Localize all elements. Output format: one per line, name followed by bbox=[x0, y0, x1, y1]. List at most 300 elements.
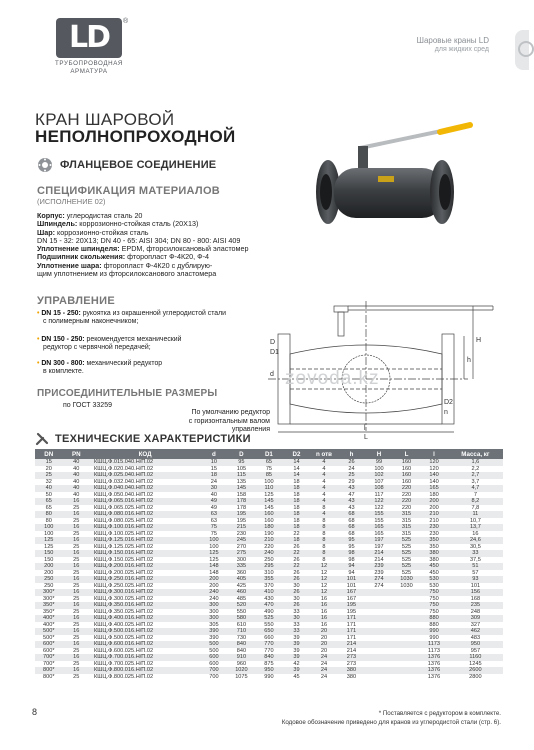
table-cell: 40 bbox=[73, 465, 80, 472]
tech-specs-heading: ТЕХНИЧЕСКИЕ ХАРАКТЕРИСТИКИ bbox=[55, 433, 251, 445]
table-cell: 25 bbox=[73, 569, 80, 576]
table-cell: 400* bbox=[43, 621, 55, 628]
dim-label-D: D bbox=[270, 339, 276, 346]
table-cell: 197 bbox=[365, 537, 393, 544]
table-cell: 240 bbox=[200, 589, 228, 596]
table-cell: 160 bbox=[401, 465, 412, 472]
table-cell: 16 bbox=[320, 621, 328, 628]
table-cell: КШЦ.Ф.400.016.Н/П.02 bbox=[90, 615, 200, 622]
table-cell: 16 bbox=[63, 563, 91, 570]
table-cell: 360 bbox=[236, 569, 247, 576]
table-cell: 600 bbox=[209, 660, 219, 667]
table-cell: 550 bbox=[264, 621, 274, 628]
table-cell: 380 bbox=[338, 667, 366, 674]
table-cell: КШЦ.Ф.700.025.Н/П.02 bbox=[94, 660, 154, 667]
col-header: DN bbox=[35, 449, 63, 459]
table-cell: 355 bbox=[255, 576, 283, 583]
table-row bbox=[35, 485, 503, 492]
table-cell: 25 bbox=[73, 517, 80, 524]
table-cell: 40 bbox=[73, 478, 80, 485]
table-cell: 525 bbox=[255, 615, 283, 622]
table-cell: 840 bbox=[236, 647, 247, 654]
table-cell: 16 bbox=[63, 667, 91, 674]
table-cell: 1030 bbox=[393, 576, 421, 583]
table-cell: 125 bbox=[209, 556, 219, 563]
table-cell: 460 bbox=[228, 589, 256, 596]
table-cell: 4 bbox=[322, 465, 326, 472]
table-cell: 120 bbox=[420, 459, 448, 466]
table-cell: 305 bbox=[209, 621, 219, 628]
table-cell: КШЦ.Ф.500.016.Н/П.02 bbox=[90, 628, 200, 635]
table-cell: 16 bbox=[320, 595, 328, 602]
table-cell: 155 bbox=[374, 517, 384, 524]
table-cell: 327 bbox=[470, 621, 481, 628]
table-cell: 125 bbox=[35, 537, 63, 544]
table-cell: 3,7 bbox=[471, 478, 480, 485]
table-cell: 957 bbox=[470, 647, 481, 654]
table-cell: 180 bbox=[429, 491, 439, 498]
table-cell: 960 bbox=[236, 660, 247, 667]
table-cell: 600* bbox=[35, 641, 63, 648]
table-cell: 16 bbox=[63, 654, 91, 661]
table-cell: КШЦ.Ф.040.040.Н/П.02 bbox=[90, 485, 200, 492]
table-cell: 700* bbox=[43, 660, 55, 667]
table-cell: 210 bbox=[255, 537, 283, 544]
table-cell: 2800 bbox=[469, 673, 482, 680]
table-cell: 85 bbox=[255, 472, 283, 479]
table-cell: 450 bbox=[420, 563, 448, 570]
table-cell: 214 bbox=[338, 641, 366, 648]
table-row bbox=[35, 537, 503, 544]
table-cell: 20 bbox=[320, 647, 328, 654]
table-cell: 800* bbox=[35, 667, 63, 674]
table-cell: 300* bbox=[43, 595, 55, 602]
table-cell: 315 bbox=[393, 524, 421, 531]
table-cell: КШЦ.Ф.500.025.Н/П.02 bbox=[94, 634, 154, 641]
table-cell: 68 bbox=[338, 524, 366, 531]
table-cell: 98 bbox=[338, 550, 366, 557]
materials-item: Корпус: углеродистая сталь 20 bbox=[37, 211, 143, 220]
table-cell: 4 bbox=[310, 472, 338, 479]
table-cell: 25 bbox=[73, 608, 80, 615]
table-cell: 40 bbox=[63, 459, 91, 466]
table-row bbox=[35, 674, 503, 681]
table-cell: 18 bbox=[283, 537, 311, 544]
col-header: D1 bbox=[255, 449, 283, 459]
materials-list bbox=[37, 212, 297, 278]
table-cell: 710 bbox=[228, 628, 256, 635]
table-cell: 250 bbox=[44, 582, 54, 589]
table-cell: 115 bbox=[228, 472, 256, 479]
table-cell: 50 bbox=[45, 491, 52, 498]
table-cell: 8,2 bbox=[448, 498, 503, 505]
table-cell: 950 bbox=[255, 667, 283, 674]
table-cell: КШЦ.Ф.350.016.Н/П.02 bbox=[90, 602, 200, 609]
table-cell: 14 bbox=[283, 459, 311, 466]
table-cell: КШЦ.Ф.065.025.Н/П.02 bbox=[94, 504, 154, 511]
table-cell: 4 bbox=[310, 485, 338, 492]
table-cell: 160 bbox=[393, 459, 421, 466]
table-cell: 400* bbox=[35, 615, 63, 622]
table-cell: 490 bbox=[264, 608, 274, 615]
table-cell: 600* bbox=[43, 647, 55, 654]
table-cell: 99 bbox=[365, 459, 393, 466]
table-cell: 12 bbox=[310, 589, 338, 596]
table-cell: 8 bbox=[310, 550, 338, 557]
table-cell: 30 bbox=[200, 485, 228, 492]
table-row bbox=[35, 550, 503, 557]
table-cell: 190 bbox=[264, 530, 274, 537]
table-cell: 95 bbox=[228, 459, 256, 466]
table-cell: 49 bbox=[210, 504, 218, 511]
table-header-row bbox=[35, 449, 503, 459]
table-cell: 63 bbox=[210, 517, 218, 524]
table-cell: 315 bbox=[393, 511, 421, 518]
table-cell: 910 bbox=[228, 654, 256, 661]
table-cell: 39 bbox=[283, 641, 311, 648]
table-cell: 39 bbox=[283, 654, 311, 661]
table-cell: 16 bbox=[63, 641, 91, 648]
dim-label-n: n bbox=[444, 409, 448, 416]
table-cell: КШЦ.Ф.032.040.Н/П.02 bbox=[94, 478, 154, 485]
table-cell: 200 bbox=[209, 582, 219, 589]
table-cell: 12 bbox=[320, 582, 328, 589]
table-cell: 57 bbox=[472, 569, 479, 576]
table-cell: 65 bbox=[255, 459, 283, 466]
table-cell: 4 bbox=[322, 478, 326, 485]
wrench-icon bbox=[35, 432, 49, 446]
table-cell: 800* bbox=[43, 673, 55, 680]
table-cell: 7,8 bbox=[471, 504, 480, 511]
materials-item: Уплотнение шпинделя: EPDM, фторсилоксановый эластомер bbox=[37, 244, 249, 254]
table-cell: 68 bbox=[348, 530, 355, 537]
table-cell: 350* bbox=[35, 602, 63, 609]
page-title-line1: КРАН ШАРОВОЙ bbox=[35, 110, 175, 129]
table-cell: 45 bbox=[293, 673, 300, 680]
table-cell: 610 bbox=[236, 621, 247, 628]
table-cell: 250 bbox=[264, 556, 274, 563]
col-header: h bbox=[338, 449, 366, 459]
table-cell: КШЦ.Ф.015.040.Н/П.02 bbox=[90, 459, 200, 466]
table-cell: КШЦ.Ф.350.025.Н/П.02 bbox=[94, 608, 154, 615]
table-cell: 105 bbox=[236, 465, 247, 472]
table-cell: 770 bbox=[255, 641, 283, 648]
table-cell: 730 bbox=[236, 634, 247, 641]
table-cell: 150 bbox=[35, 550, 63, 557]
table-cell: 24 bbox=[320, 660, 328, 667]
materials-item: Шпиндель: коррозионно-стойкая сталь (20Х13) bbox=[37, 219, 199, 229]
table-cell: 39 bbox=[283, 667, 311, 674]
table-cell: 94 bbox=[348, 569, 355, 576]
table-cell: 250 bbox=[35, 576, 63, 583]
table-cell: 380 bbox=[346, 673, 357, 680]
table-cell: КШЦ.Ф.300.025.Н/П.02 bbox=[94, 595, 154, 602]
table-cell: 25 bbox=[73, 543, 80, 550]
table-cell: 220 bbox=[393, 485, 421, 492]
dim-label-H: H bbox=[476, 337, 482, 344]
table-cell: 16 bbox=[310, 615, 338, 622]
table-cell: 525 bbox=[401, 556, 412, 563]
table-cell: 235 bbox=[448, 602, 503, 609]
table-cell: 300 bbox=[236, 556, 247, 563]
col-header: L bbox=[393, 449, 421, 459]
table-cell: 240 bbox=[209, 595, 219, 602]
flange-connection-icon bbox=[37, 157, 53, 173]
table-cell: КШЦ.Ф.250.025.Н/П.02 bbox=[94, 582, 154, 589]
table-cell: 68 bbox=[338, 511, 366, 518]
table-cell: 24 bbox=[210, 478, 218, 485]
table-cell: 950 bbox=[448, 641, 503, 648]
table-cell: 214 bbox=[374, 556, 384, 563]
table-cell: 1376 bbox=[427, 673, 441, 680]
table-cell: 390 bbox=[209, 634, 219, 641]
table-cell: 370 bbox=[264, 582, 274, 589]
table-cell: КШЦ.Ф.600.016.Н/П.02 bbox=[90, 641, 200, 648]
valve-photo bbox=[290, 110, 500, 230]
table-cell: 990 bbox=[420, 628, 448, 635]
table-cell: 1075 bbox=[235, 673, 248, 680]
table-cell: 335 bbox=[228, 563, 256, 570]
table-cell: 100 bbox=[374, 465, 384, 472]
table-cell: КШЦ.Ф.100.025.Н/П.02 bbox=[94, 530, 154, 537]
table-cell: 26 bbox=[293, 543, 300, 550]
table-cell: 214 bbox=[346, 647, 357, 654]
table-cell: КШЦ.Ф.025.040.Н/П.02 bbox=[90, 472, 200, 479]
col-header: D bbox=[228, 449, 256, 459]
table-cell: 101 bbox=[346, 582, 357, 589]
table-cell: 500* bbox=[43, 634, 55, 641]
table-cell: 273 bbox=[338, 654, 366, 661]
table-cell: 47 bbox=[348, 491, 355, 498]
table-cell: 485 bbox=[236, 595, 247, 602]
table-cell: 15 bbox=[35, 459, 63, 466]
table-cell: 580 bbox=[228, 615, 256, 622]
side-tab-icon bbox=[515, 30, 529, 70]
table-cell bbox=[393, 674, 421, 681]
table-cell: 8 bbox=[322, 530, 326, 537]
table-cell: 16 bbox=[320, 608, 328, 615]
table-cell: 4 bbox=[310, 498, 338, 505]
table-cell: 22 bbox=[283, 563, 311, 570]
table-cell: 65 bbox=[35, 498, 63, 505]
table-cell: 25 bbox=[73, 556, 80, 563]
table-cell: 16 bbox=[63, 602, 91, 609]
table-cell: 200 bbox=[420, 498, 448, 505]
table-cell: 300 bbox=[209, 608, 219, 615]
table-cell: 274 bbox=[365, 576, 393, 583]
table-cell: 200 bbox=[44, 569, 54, 576]
table-cell: 30 bbox=[283, 615, 311, 622]
table-cell: 430 bbox=[264, 595, 274, 602]
table-cell: 8 bbox=[322, 543, 326, 550]
table-row bbox=[35, 589, 503, 596]
table-cell: 156 bbox=[448, 589, 503, 596]
table-cell: 32 bbox=[45, 478, 52, 485]
connection-type-label: ФЛАНЦЕВОЕ СОЕДИНЕНИЕ bbox=[60, 159, 217, 171]
table-cell: 310 bbox=[264, 569, 274, 576]
table-cell: 525 bbox=[393, 537, 421, 544]
table-row bbox=[35, 563, 503, 570]
table-cell: 125 bbox=[200, 550, 228, 557]
table-cell: 239 bbox=[365, 563, 393, 570]
table-cell: 117 bbox=[374, 491, 384, 498]
table-cell: 650 bbox=[255, 628, 283, 635]
table-cell: 7 bbox=[473, 491, 477, 498]
table-cell: 700 bbox=[209, 673, 219, 680]
table-cell: 10 bbox=[200, 459, 228, 466]
table-cell: 500 bbox=[209, 647, 219, 654]
table-cell: 26 bbox=[293, 556, 300, 563]
table-cell: 11 bbox=[448, 511, 503, 518]
table-row bbox=[35, 628, 503, 635]
table-cell: 26 bbox=[283, 576, 311, 583]
table-cell: КШЦ.Ф.125.016.Н/П.02 bbox=[90, 537, 200, 544]
table-cell: 80 bbox=[35, 511, 63, 518]
table-cell: 122 bbox=[374, 504, 384, 511]
table-cell: 274 bbox=[374, 582, 384, 589]
table-row bbox=[35, 498, 503, 505]
table-cell: 171 bbox=[338, 628, 366, 635]
table-cell: 8 bbox=[322, 556, 326, 563]
control-item: • DN 15 - 250: рукоятка из окрашенной углеродистой стали с полимерным наконечником; bbox=[37, 310, 227, 326]
table-cell: 22 bbox=[283, 550, 311, 557]
logo-subtitle bbox=[52, 60, 126, 76]
control-item: • DN 300 - 800: механический редуктор в комплекте. bbox=[37, 360, 163, 376]
table-cell: 840 bbox=[228, 641, 256, 648]
table-cell: 165 bbox=[420, 485, 448, 492]
page-number: 8 bbox=[32, 707, 38, 717]
table-cell: 700 bbox=[200, 667, 228, 674]
table-cell: 160 bbox=[255, 511, 283, 518]
table-cell: 13,7 bbox=[448, 524, 503, 531]
table-cell: 100 bbox=[209, 543, 219, 550]
table-cell: 43 bbox=[338, 485, 366, 492]
table-row bbox=[35, 511, 503, 518]
table-cell: 25 bbox=[73, 530, 80, 537]
table-cell: 51 bbox=[448, 563, 503, 570]
table-cell: 273 bbox=[346, 660, 357, 667]
table-cell: 100 bbox=[200, 537, 228, 544]
table-cell: 1030 bbox=[400, 582, 413, 589]
table-cell: 220 bbox=[393, 498, 421, 505]
table-cell: 15 bbox=[210, 465, 218, 472]
table-cell: 520 bbox=[228, 602, 256, 609]
footnote-code: Кодовое обозначение приведено для кранов из углеродистой стали (стр. 6). bbox=[281, 719, 501, 726]
table-cell: 220 bbox=[401, 504, 412, 511]
table-row bbox=[35, 654, 503, 661]
col-header: H bbox=[365, 449, 393, 459]
table-cell: 525 bbox=[401, 569, 412, 576]
table-cell: 8 bbox=[322, 517, 326, 524]
table-cell: 525 bbox=[393, 563, 421, 570]
table-cell: 140 bbox=[429, 478, 439, 485]
table-cell: 4 bbox=[310, 459, 338, 466]
col-header: n отв bbox=[310, 449, 338, 459]
table-cell: 155 bbox=[365, 511, 393, 518]
materials-item: Уплотнение шара: фторопласт Ф-4К20 с дублирую- bbox=[37, 260, 213, 270]
header-section-subtitle: для жидких сред bbox=[434, 46, 489, 53]
table-cell bbox=[365, 674, 393, 681]
table-cell: 1245 bbox=[469, 660, 482, 667]
table-cell: 875 bbox=[264, 660, 274, 667]
table-cell: 220 bbox=[401, 491, 412, 498]
table-cell: 165 bbox=[365, 524, 393, 531]
table-cell: 94 bbox=[338, 563, 366, 570]
table-cell: 410 bbox=[255, 589, 283, 596]
table-cell: 210 bbox=[420, 511, 448, 518]
table-cell: 390 bbox=[200, 628, 228, 635]
col-header: PN bbox=[63, 449, 91, 459]
table-cell: 16 bbox=[310, 602, 338, 609]
table-cell: 110 bbox=[255, 485, 283, 492]
table-cell: 20 bbox=[310, 641, 338, 648]
table-cell: 145 bbox=[264, 504, 274, 511]
table-cell: 16 bbox=[63, 511, 91, 518]
table-cell: 148 bbox=[200, 563, 228, 570]
table-cell: 380 bbox=[429, 556, 439, 563]
control-heading: УПРАВЛЕНИЕ bbox=[37, 295, 115, 307]
table-cell: КШЦ.Ф.150.025.Н/П.02 bbox=[94, 556, 154, 563]
table-cell: 750 bbox=[429, 595, 439, 602]
table-cell: 197 bbox=[374, 543, 384, 550]
col-header: D2 bbox=[283, 449, 311, 459]
logo-registered-mark: ® bbox=[123, 18, 129, 25]
table-cell: 24 bbox=[348, 465, 355, 472]
table-cell: КШЦ.Ф.300.016.Н/П.02 bbox=[90, 589, 200, 596]
table-cell: 68 bbox=[348, 517, 355, 524]
table-cell: 39 bbox=[293, 647, 300, 654]
col-header: d bbox=[200, 449, 228, 459]
table-cell: 24 bbox=[320, 673, 328, 680]
table-cell: 30,5 bbox=[469, 543, 481, 550]
table-cell: 1020 bbox=[228, 667, 256, 674]
table-cell: 12 bbox=[310, 563, 338, 570]
table-cell: 350 bbox=[429, 543, 439, 550]
table-cell: 20 bbox=[310, 628, 338, 635]
materials-item: щим уплотнением из фторсилоксанового эластомера bbox=[37, 269, 217, 279]
table-cell: 24,6 bbox=[448, 537, 503, 544]
table-cell: КШЦ.Ф.080.025.Н/П.02 bbox=[94, 517, 154, 524]
table-cell: 14 bbox=[283, 472, 311, 479]
table-cell: 195 bbox=[338, 602, 366, 609]
table-cell: 195 bbox=[346, 608, 357, 615]
dim-label-h: h bbox=[467, 357, 471, 364]
table-cell: 148 bbox=[209, 569, 219, 576]
table-cell: 150 bbox=[44, 556, 54, 563]
table-cell: 160 bbox=[264, 517, 274, 524]
table-cell: 100 bbox=[264, 478, 274, 485]
table-cell: 750 bbox=[429, 608, 439, 615]
tech-specs-body bbox=[35, 459, 503, 680]
table-cell: 33 bbox=[448, 550, 503, 557]
table-row bbox=[35, 667, 503, 674]
table-cell: 39 bbox=[293, 634, 300, 641]
table-cell: 120 bbox=[429, 465, 439, 472]
table-cell: 500* bbox=[35, 628, 63, 635]
table-cell: 500 bbox=[200, 641, 228, 648]
table-cell: 10,7 bbox=[469, 517, 481, 524]
table-cell: КШЦ.Ф.400.025.Н/П.02 bbox=[94, 621, 154, 628]
table-cell: 37,5 bbox=[469, 556, 481, 563]
table-cell: 40 bbox=[35, 485, 63, 492]
table-cell: 16 bbox=[63, 615, 91, 622]
table-row bbox=[35, 459, 503, 466]
table-cell: КШЦ.Ф.065.016.Н/П.02 bbox=[90, 498, 200, 505]
table-cell: 93 bbox=[448, 576, 503, 583]
table-cell: 200 bbox=[35, 563, 63, 570]
table-cell: 26 bbox=[283, 589, 311, 596]
table-cell: 24 bbox=[310, 667, 338, 674]
